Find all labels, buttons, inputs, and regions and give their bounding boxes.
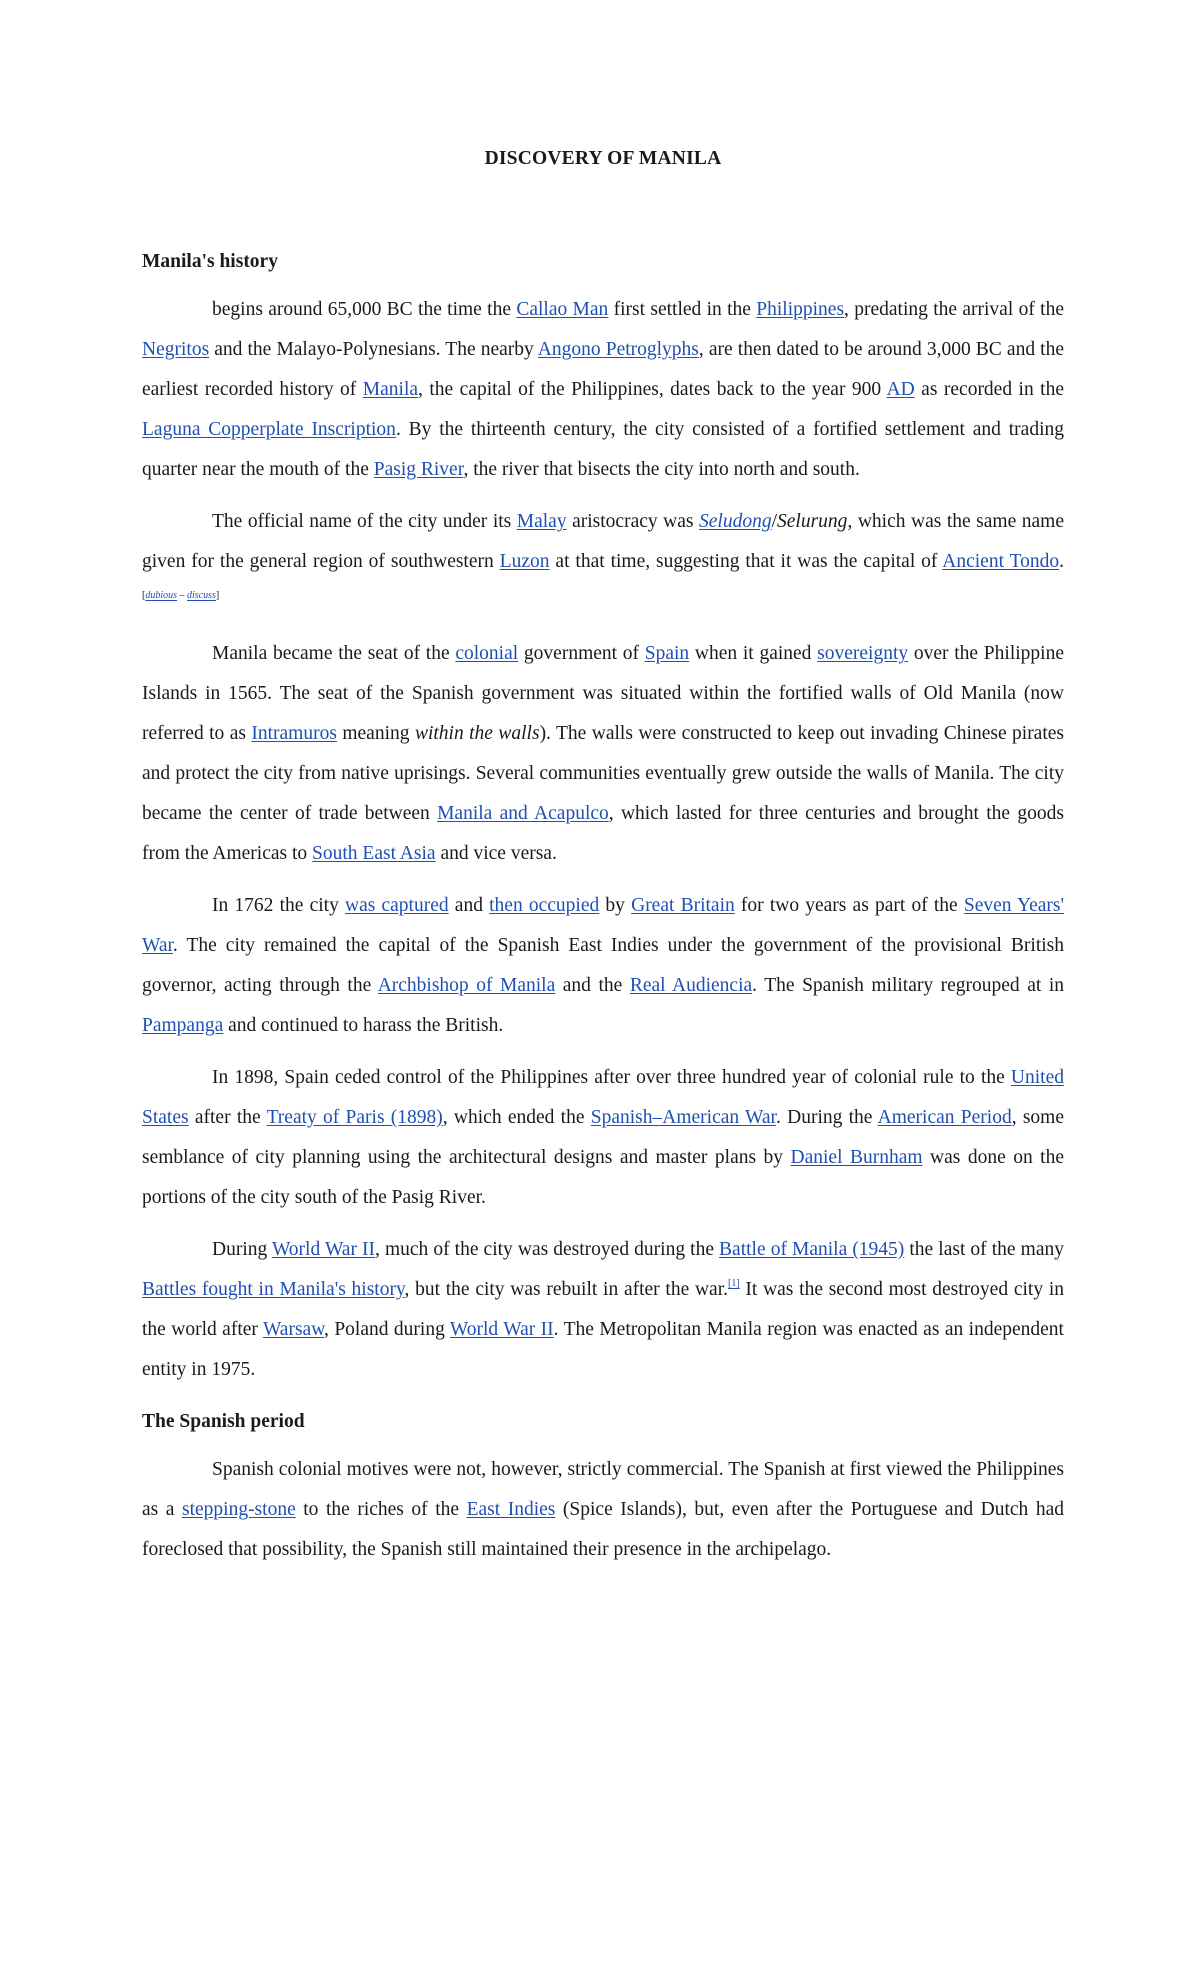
text-run: . The Spanish military regrouped at in bbox=[752, 975, 1064, 996]
text-run: (Spice Islands), but, even after the Portuguese and Dutch had foreclosed that possibility, the Spanish still maintained their presence in the archipelago. bbox=[142, 1499, 1064, 1560]
text-run: the last of the many bbox=[904, 1239, 1064, 1260]
citation-superscript bbox=[728, 1278, 740, 1289]
text-run: and bbox=[448, 895, 490, 916]
paragraph bbox=[142, 886, 1064, 1046]
text-run: , the capital of the Philippines, dates back to the year 900 bbox=[418, 379, 887, 400]
text-run: . During the bbox=[775, 1107, 878, 1128]
link-seven-years-war[interactable]: Seven Years' War bbox=[142, 895, 1065, 956]
link-world-war-ii[interactable]: World War II bbox=[449, 1319, 554, 1340]
text-run: Manila became the seat of the bbox=[212, 643, 456, 664]
text-run: first settled in the bbox=[608, 299, 757, 320]
text-run: – bbox=[177, 590, 188, 601]
text-run: at that time, suggesting that it was the capital of bbox=[549, 551, 943, 572]
text-run: begins around 65,000 BC the time the bbox=[212, 299, 517, 320]
paragraph bbox=[142, 1230, 1064, 1390]
text-run: The official name of the city under its bbox=[212, 511, 517, 532]
text-run: [ bbox=[142, 590, 146, 601]
text-run: , some semblance of city planning using the architectural designs and master plans by bbox=[142, 1107, 1065, 1168]
text-run: and the Malayo-Polynesians. The nearby bbox=[209, 339, 538, 360]
link-manila-and-acapulco[interactable]: Manila and Acapulco bbox=[437, 803, 609, 824]
text-run: Spanish colonial motives were not, however, strictly commercial. The Spanish at first viewed the Philippines as a bbox=[142, 1459, 1064, 1520]
link-ancient-tondo[interactable]: Ancient Tondo bbox=[942, 551, 1060, 572]
text-run: ). The walls were constructed to keep out invading Chinese pirates and protect the city from native uprisings. Several communities eventually grew outside the walls of Manila. The city became the center of trade between bbox=[142, 723, 1064, 824]
text-run: when it gained bbox=[689, 643, 818, 664]
link-real-audiencia[interactable]: Real Audiencia bbox=[629, 975, 753, 996]
link-united-states[interactable]: United States bbox=[142, 1067, 1064, 1128]
link-south-east-asia[interactable]: South East Asia bbox=[312, 843, 436, 864]
text-run: , Poland during bbox=[324, 1319, 450, 1340]
link-laguna-copperplate-inscription[interactable]: Laguna Copperplate Inscription bbox=[142, 419, 396, 440]
text-run: , which was the same name given for the general region of southwestern bbox=[142, 511, 1064, 572]
section-heading-spanish-period: The Spanish period bbox=[142, 1411, 305, 1432]
text-run: and the bbox=[555, 975, 630, 996]
text-run: government of bbox=[518, 643, 645, 664]
link-was-captured[interactable]: was captured bbox=[345, 895, 449, 916]
text-run: and vice versa. bbox=[435, 843, 557, 864]
section-heading-history: Manila's history bbox=[142, 251, 278, 272]
text-run: to the riches of the bbox=[295, 1499, 467, 1520]
text-run: During bbox=[212, 1239, 272, 1260]
text-run: , are then dated to be around 3,000 BC and the earliest recorded history of bbox=[142, 339, 1064, 400]
link-intramuros[interactable]: Intramuros bbox=[251, 723, 337, 744]
link-battle-of-manila-1945[interactable]: Battle of Manila (1945) bbox=[719, 1239, 905, 1260]
link-seludong[interactable]: Seludong bbox=[699, 511, 772, 532]
link-warsaw[interactable]: Warsaw bbox=[262, 1319, 325, 1340]
paragraph bbox=[142, 1450, 1064, 1570]
text-run: for two years as part of the bbox=[734, 895, 964, 916]
link-battles-fought-in-manila-s-history[interactable]: Battles fought in Manila's history bbox=[142, 1279, 405, 1300]
text-run: , the river that bisects the city into north and south. bbox=[463, 459, 860, 480]
text-run: It was the second most destroyed city in the world after bbox=[142, 1279, 1064, 1340]
link-east-indies[interactable]: East Indies bbox=[466, 1499, 556, 1520]
paragraph bbox=[142, 290, 1064, 490]
link-angono-petroglyphs[interactable]: Angono Petroglyphs bbox=[537, 339, 699, 360]
link-colonial[interactable]: colonial bbox=[455, 643, 519, 664]
text-run: . bbox=[1059, 551, 1064, 572]
text-run: . The Metropolitan Manila region was enacted as an independent entity in 1975. bbox=[142, 1319, 1064, 1380]
text-run: . The city remained the capital of the Spanish East Indies under the government of the provisional British governor, acting through the bbox=[142, 935, 1064, 996]
text-run: Selurung bbox=[777, 511, 848, 532]
link-treaty-of-paris-1898[interactable]: Treaty of Paris (1898) bbox=[266, 1107, 443, 1128]
text-run: , which ended the bbox=[442, 1107, 591, 1128]
text-run: and continued to harass the British. bbox=[223, 1015, 504, 1036]
text-run: In 1898, Spain ceded control of the Philippines after over three hundred year of colonial rule to the bbox=[212, 1067, 1011, 1088]
link-pasig-river[interactable]: Pasig River bbox=[373, 459, 464, 480]
text-run: over the Philippine Islands in 1565. The seat of the Spanish government was situated within the fortified walls of Old Manila (now referred to as bbox=[142, 643, 1064, 744]
text-run: , much of the city was destroyed during the bbox=[375, 1239, 720, 1260]
link-stepping-stone[interactable]: stepping-stone bbox=[181, 1499, 296, 1520]
link-world-war-ii[interactable]: World War II bbox=[271, 1239, 375, 1260]
link-pampanga[interactable]: Pampanga bbox=[142, 1015, 224, 1036]
text-run: , which lasted for three centuries and brought the goods from the Americas to bbox=[142, 803, 1064, 864]
text-run: . By the thirteenth century, the city consisted of a fortified settlement and trading quarter near the mouth of the bbox=[142, 419, 1064, 480]
link-great-britain[interactable]: Great Britain bbox=[631, 895, 735, 916]
link-manila[interactable]: Manila bbox=[362, 379, 419, 400]
text-run: , but the city was rebuilt in after the war. bbox=[404, 1279, 728, 1300]
link-archbishop-of-manila[interactable]: Archbishop of Manila bbox=[377, 975, 556, 996]
text-run: was done on the portions of the city south of the Pasig River. bbox=[142, 1147, 1064, 1208]
text-run: aristocracy was bbox=[566, 511, 700, 532]
paragraph bbox=[142, 634, 1064, 874]
link-1[interactable]: [1] bbox=[728, 1278, 740, 1289]
link-malay[interactable]: Malay bbox=[516, 511, 567, 532]
link-ad[interactable]: AD bbox=[886, 379, 915, 400]
text-run: In 1762 the city bbox=[212, 895, 345, 916]
link-sovereignty[interactable]: sovereignty bbox=[817, 643, 909, 664]
link-spanish-american-war[interactable]: Spanish–American War bbox=[590, 1107, 776, 1128]
text-run: as recorded in the bbox=[914, 379, 1065, 400]
link-discuss[interactable]: discuss bbox=[187, 590, 216, 601]
text-run: / bbox=[771, 511, 778, 532]
text-run: ] bbox=[215, 590, 220, 601]
link-philippines[interactable]: Philippines bbox=[756, 299, 845, 320]
text-run: meaning bbox=[336, 723, 415, 744]
link-luzon[interactable]: Luzon bbox=[499, 551, 550, 572]
link-daniel-burnham[interactable]: Daniel Burnham bbox=[790, 1147, 923, 1168]
page-title: DISCOVERY OF MANILA bbox=[484, 148, 722, 169]
text-run: by bbox=[599, 895, 632, 916]
link-american-period[interactable]: American Period bbox=[877, 1107, 1012, 1128]
text-run: , predating the arrival of the bbox=[844, 299, 1064, 320]
paragraph bbox=[142, 502, 1064, 622]
citation-superscript bbox=[142, 590, 219, 601]
link-callao-man[interactable]: Callao Man bbox=[516, 299, 609, 320]
paragraph bbox=[142, 1058, 1064, 1218]
link-then-occupied[interactable]: then occupied bbox=[489, 895, 600, 916]
link-dubious[interactable]: dubious bbox=[145, 590, 178, 601]
link-negritos[interactable]: Negritos bbox=[142, 339, 210, 360]
text-run: within the walls bbox=[414, 723, 540, 744]
text-run: after the bbox=[188, 1107, 267, 1128]
link-spain[interactable]: Spain bbox=[644, 643, 690, 664]
